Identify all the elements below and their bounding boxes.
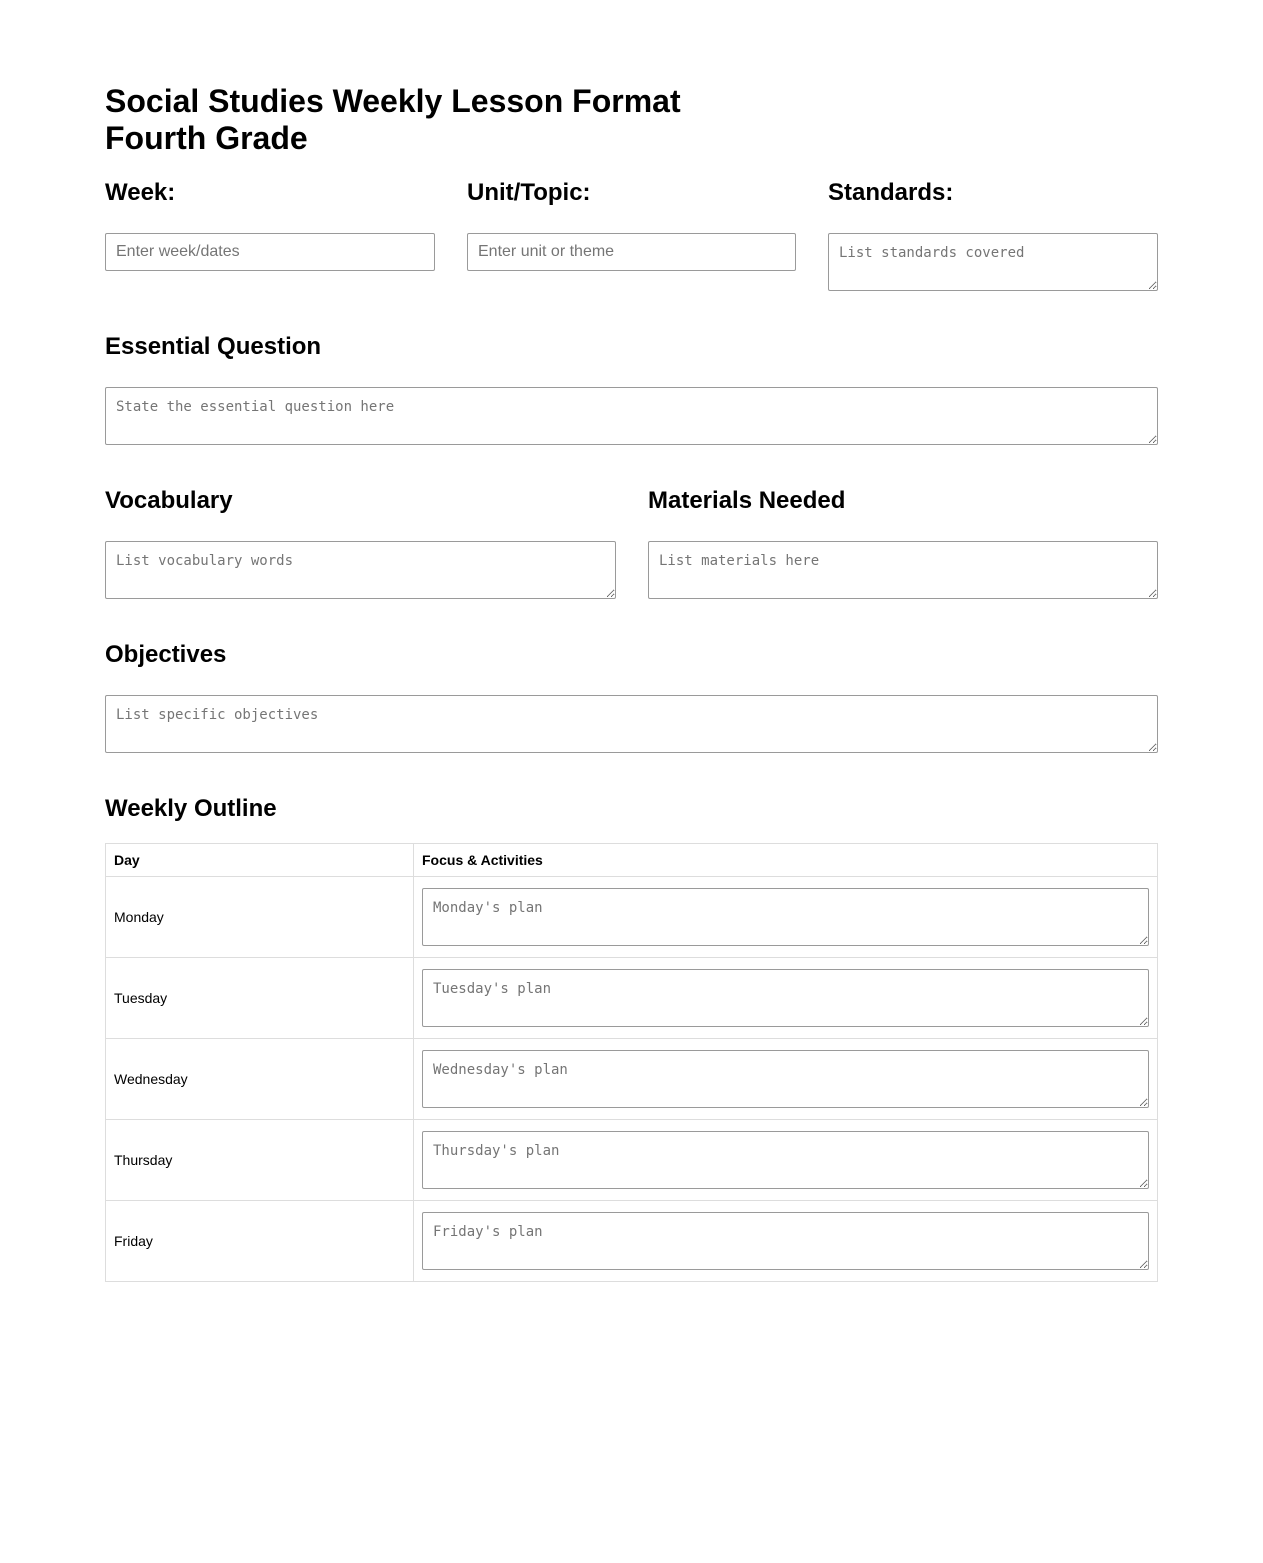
page-title-line-1: Social Studies Weekly Lesson Format	[105, 83, 681, 119]
table-row	[106, 1120, 1158, 1201]
materials-textarea[interactable]	[648, 541, 1158, 599]
unit-topic-label: Unit/Topic:	[467, 179, 591, 206]
materials-label: Materials Needed	[648, 487, 846, 514]
day-cell-tuesday: Tuesday	[106, 958, 414, 1039]
plan-cell-friday	[414, 1201, 1158, 1282]
table-row	[106, 1039, 1158, 1120]
day-cell-monday: Monday	[106, 877, 414, 958]
table-row	[106, 1201, 1158, 1282]
page-title	[105, 83, 1158, 157]
plan-cell-wednesday	[414, 1039, 1158, 1120]
page-title-line-2: Fourth Grade	[105, 120, 308, 156]
weekly-outline-label: Weekly Outline	[105, 795, 277, 822]
wednesday-plan-textarea[interactable]	[422, 1050, 1149, 1108]
lesson-form	[105, 83, 1158, 1249]
table-row	[106, 958, 1158, 1039]
vocabulary-textarea[interactable]	[105, 541, 616, 599]
objectives-label: Objectives	[105, 641, 227, 668]
standards-label: Standards:	[828, 179, 954, 206]
week-input[interactable]	[105, 233, 435, 271]
plan-cell-tuesday	[414, 958, 1158, 1039]
standards-textarea[interactable]	[828, 233, 1158, 291]
plan-cell-monday	[414, 877, 1158, 958]
column-header-focus-activities: Focus & Activities	[414, 844, 1158, 877]
plan-cell-thursday	[414, 1120, 1158, 1201]
unit-topic-input[interactable]	[467, 233, 796, 271]
day-cell-friday: Friday	[106, 1201, 414, 1282]
thursday-plan-textarea[interactable]	[422, 1131, 1149, 1189]
tuesday-plan-textarea[interactable]	[422, 969, 1149, 1027]
objectives-textarea[interactable]	[105, 695, 1158, 753]
week-label: Week:	[105, 179, 176, 206]
unit-field-group	[467, 179, 796, 207]
table-header-row	[106, 844, 1158, 877]
week-field-group	[105, 179, 435, 207]
day-cell-thursday: Thursday	[106, 1120, 414, 1201]
essential-question-textarea[interactable]	[105, 387, 1158, 445]
column-header-day: Day	[106, 844, 414, 877]
day-cell-wednesday: Wednesday	[106, 1039, 414, 1120]
weekly-outline-table	[105, 843, 1158, 1282]
monday-plan-textarea[interactable]	[422, 888, 1149, 946]
table-row	[106, 877, 1158, 958]
standards-field-group	[828, 179, 1158, 207]
essential-question-label: Essential Question	[105, 333, 322, 360]
friday-plan-textarea[interactable]	[422, 1212, 1149, 1270]
vocabulary-label: Vocabulary	[105, 487, 233, 514]
